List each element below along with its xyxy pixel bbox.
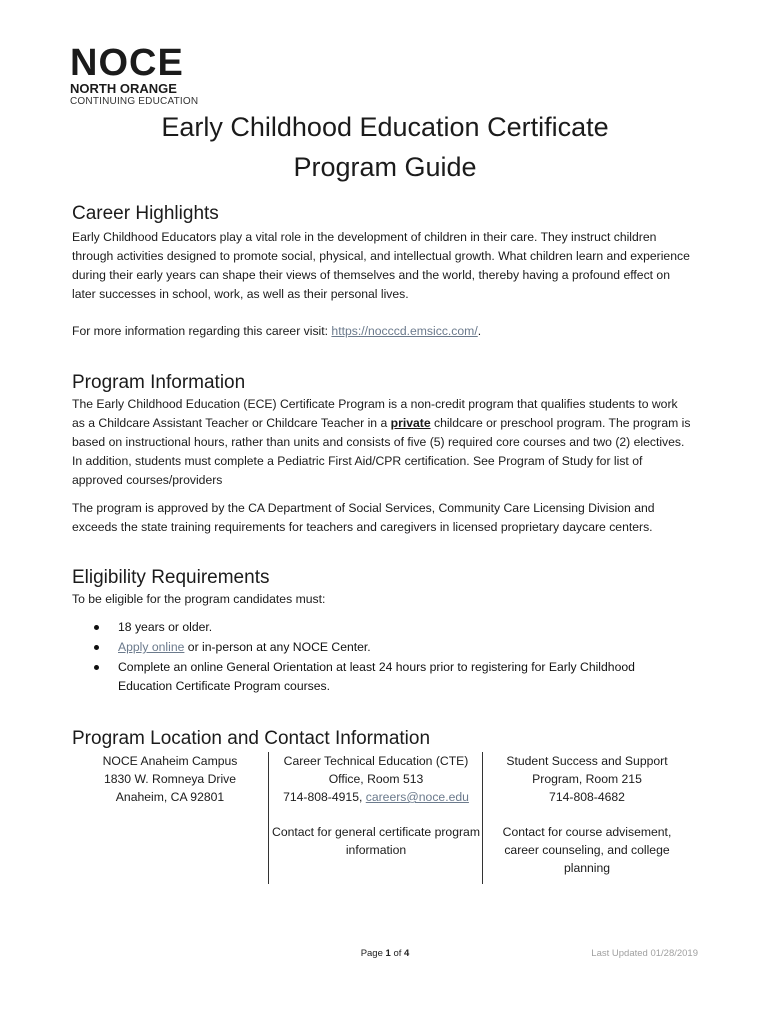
career-info-link[interactable]: https://nocccd.emsicc.com/ — [331, 324, 478, 338]
contact-heading: Program Location and Contact Information — [72, 728, 431, 749]
bullet-icon — [94, 665, 99, 670]
eligibility-list — [72, 618, 692, 697]
logo-mark: NOCE — [70, 42, 184, 84]
list-item — [72, 658, 692, 696]
career-paragraph: Early Childhood Educators play a vital role in the development of children in their care. They instruct children through activities designed to promote social, physical, and intellectual growth. What children learn and experience during their early years can shape their views of themselves and the world, thereby having a profound effect on later successes in school, work, as well as their personal lives. — [72, 230, 690, 301]
career-info-suffix: . — [477, 324, 482, 338]
program-information-heading: Program Information — [72, 372, 246, 393]
sss-name: Student Success and Support — [506, 754, 668, 768]
program-p1-start: The Early Childhood Education (ECE) Certificate Program is a non-credit program that qualifies students to work as a Childcare Assistant Teacher or Childcare Teacher in a — [72, 397, 678, 430]
logo-line-1: NORTH ORANGE — [70, 81, 177, 96]
cte-contact — [270, 788, 482, 806]
page-prefix: Page — [360, 948, 386, 959]
eligibility-item-2-rest: or in-person at any NOCE Center. — [184, 640, 371, 654]
eligibility-intro: To be eligible for the program candidates must: — [72, 592, 326, 606]
program-paragraph-1 — [72, 395, 692, 490]
apply-online-link[interactable]: Apply online — [118, 640, 185, 654]
campus-street: 1830 W. Romneya Drive — [103, 772, 237, 786]
logo-line-2: CONTINUING EDUCATION — [70, 96, 199, 107]
career-info-line — [72, 322, 692, 341]
eligibility-item-3: Complete an online General Orientation at least 24 hours prior to registering for Early Childhood Education Certificate Program courses. — [118, 660, 635, 693]
page-title-line-2: Program Guide — [293, 152, 477, 182]
contact-column-cte — [270, 752, 482, 859]
career-info-prefix: For more information regarding this career visit: — [72, 324, 332, 338]
contact-table — [72, 752, 712, 884]
bullet-icon — [94, 625, 99, 630]
program-paragraph-2: The program is approved by the CA Department of Social Services, Community Care Licensing Division and exceeds the state training requirements for teachers and caregivers in licensed proprietary daycare centers. — [72, 501, 655, 534]
page-title-line-1: Early Childhood Education Certificate — [161, 112, 609, 142]
contact-column-campus — [72, 752, 268, 806]
column-divider — [482, 752, 483, 884]
column-divider — [268, 752, 269, 884]
program-p1-private: private — [390, 416, 431, 430]
bullet-icon — [94, 645, 99, 650]
contact-column-sss — [484, 752, 690, 877]
eligibility-item-1: 18 years or older. — [118, 620, 213, 634]
sss-note: Contact for course advisement, career counseling, and college planning — [502, 825, 672, 875]
cte-note: Contact for general certificate program information — [272, 825, 480, 857]
sss-phone: 714-808-4682 — [549, 790, 625, 804]
program-p1-end: childcare or preschool program. The program is based on instructional hours, rather than units and consists of five (5) required core courses and two (2) electives. In addition, students must complete a Pediatric First Aid/CPR certification. See Program of Study for list of approved courses/providers — [72, 416, 691, 487]
page-total: 4 — [404, 948, 410, 959]
list-item — [72, 618, 692, 637]
career-highlights-heading: Career Highlights — [72, 203, 219, 224]
sss-room: Program, Room 215 — [532, 772, 642, 786]
campus-name: NOCE Anaheim Campus — [102, 754, 238, 768]
noce-logo — [70, 44, 200, 108]
page-of: of — [390, 948, 405, 959]
cte-room: Office, Room 513 — [328, 772, 424, 786]
page-current: 1 — [385, 948, 391, 959]
cte-phone: 714-808-4915, — [283, 790, 366, 804]
campus-city: Anaheim, CA 92801 — [115, 790, 225, 804]
last-updated: Last Updated 01/28/2019 — [591, 948, 698, 959]
eligibility-heading: Eligibility Requirements — [72, 567, 270, 588]
cte-email-link[interactable]: careers@noce.edu — [365, 790, 469, 804]
list-item — [72, 638, 692, 657]
cte-name: Career Technical Education (CTE) — [283, 754, 469, 768]
